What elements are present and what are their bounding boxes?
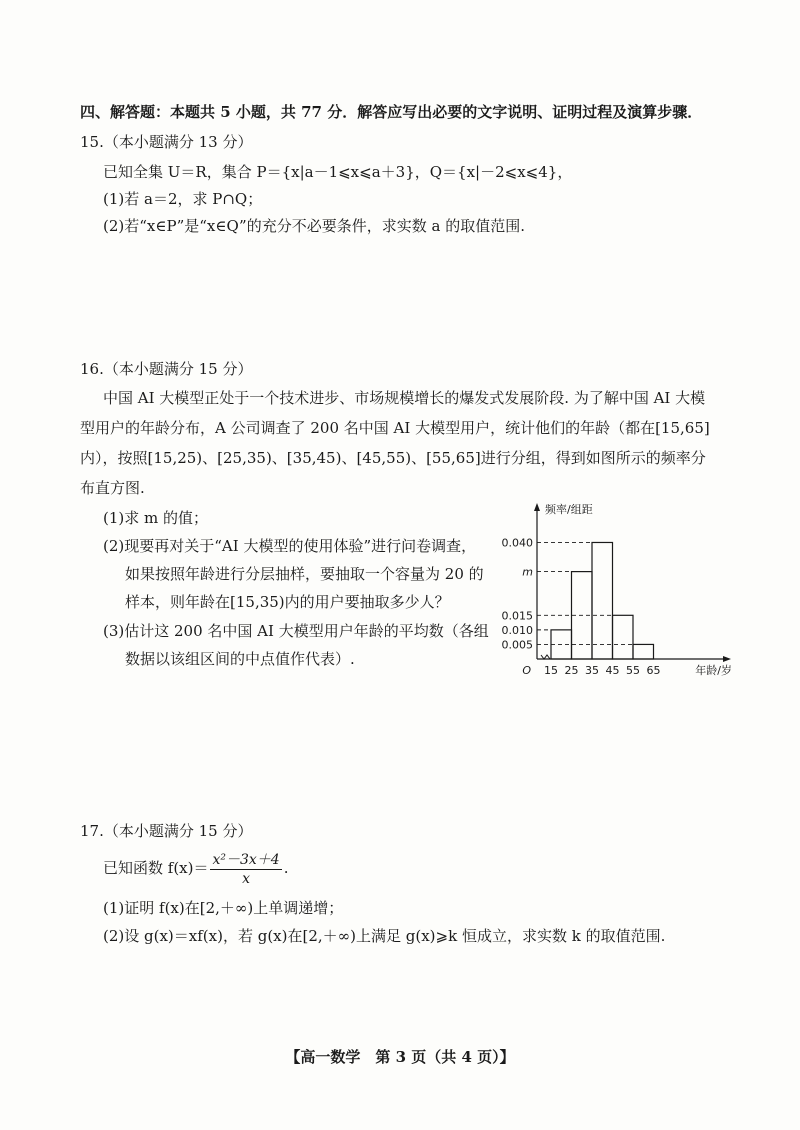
y-tick-label: 0.005 <box>501 638 533 652</box>
y-tick-label: 0.010 <box>501 623 533 637</box>
x-tick-label: 65 <box>646 664 661 677</box>
y-axis-title: 频率/组距 <box>545 503 593 516</box>
x-tick-label: 15 <box>544 664 558 677</box>
histogram-bar <box>633 644 654 659</box>
y-tick-label: 0.015 <box>501 609 533 623</box>
q17-fraction-numerator: x²－3x＋4 <box>212 851 280 868</box>
page-footer: 【高一数学 第 3 页（共 4 页）】 <box>285 1048 515 1066</box>
x-tick-label: 45 <box>605 664 620 677</box>
q16-part2-line1: (2)现要再对关于“AI 大模型的使用体验”进行问卷调查， <box>103 537 477 555</box>
y-axis-arrow <box>534 503 540 511</box>
q16-part3-line2: 数据以该组区间的中点值作代表）. <box>125 650 355 668</box>
histogram-bar <box>613 615 634 659</box>
section-heading: 四、解答题：本题共 5 小题，共 77 分．解答应写出必要的文字说明、证明过程及演算步骤． <box>80 103 703 121</box>
q17-part2: (2)设 g(x)＝xf(x)，若 g(x)在[2,＋∞)上满足 g(x)⩾k 恒成立，求实数 k 的取值范围. <box>103 927 666 945</box>
histogram-bar <box>592 542 613 659</box>
q16-part2-line3: 样本，则年龄在[15,35)内的用户要抽取多少人？ <box>125 593 450 611</box>
q16-header: 16.（本小题满分 15 分） <box>80 360 253 378</box>
q17-fraction-denominator: x <box>242 870 251 887</box>
q15-header: 15.（本小题满分 13 分） <box>80 133 253 151</box>
x-axis-title: 年龄/岁 <box>695 664 732 677</box>
q16-stem: 中国 AI 大模型正处于一个技术进步、市场规模增长的爆发式发展阶段. 为了解中国 AI 大模型用户的年龄分布，A 公司调查了 200 名中国 AI 大模型用户，统计他们的年龄（都在[15,65]内），按照[15,25)、[25,35)、[35,45)、[45,55)、[55,65]进行分组，得到如图所示的频率分布直方图. <box>80 389 710 497</box>
q16-part3-line1: (3)估计这 200 名中国 AI 大模型用户年龄的平均数（各组 <box>103 622 489 640</box>
q17-part1: (1)证明 f(x)在[2,＋∞)上单调递增； <box>103 899 344 917</box>
q16-part2-line2: 如果按照年龄进行分层抽样，要抽取一个容量为 20 的 <box>125 565 484 583</box>
x-tick-label: 55 <box>626 664 640 677</box>
frequency-histogram <box>495 495 735 685</box>
q17-stem-prefix: 已知函数 f(x)＝ <box>103 859 209 877</box>
q16-part1: (1)求 m 的值； <box>103 509 209 527</box>
y-tick-label: 0.040 <box>501 536 533 550</box>
q17-fraction <box>210 851 281 888</box>
q17-header: 17.（本小题满分 15 分） <box>80 822 253 840</box>
q17-stem <box>103 850 288 888</box>
q15-part2: (2)若“x∈P”是“x∈Q”的充分不必要条件，求实数 a 的取值范围. <box>103 217 525 235</box>
y-tick-label: m <box>522 565 533 579</box>
q17-stem-suffix: . <box>283 859 289 877</box>
x-tick-label: 35 <box>585 664 599 677</box>
origin-label: O <box>522 664 531 677</box>
q15-stem: 已知全集 U＝R，集合 P＝{x|a－1⩽x⩽a＋3}，Q＝{x|－2⩽x⩽4}， <box>103 163 573 181</box>
x-tick-label: 25 <box>564 664 579 677</box>
q15-part1: (1)若 a＝2，求 P∩Q； <box>103 190 263 208</box>
x-axis-arrow <box>723 656 731 662</box>
